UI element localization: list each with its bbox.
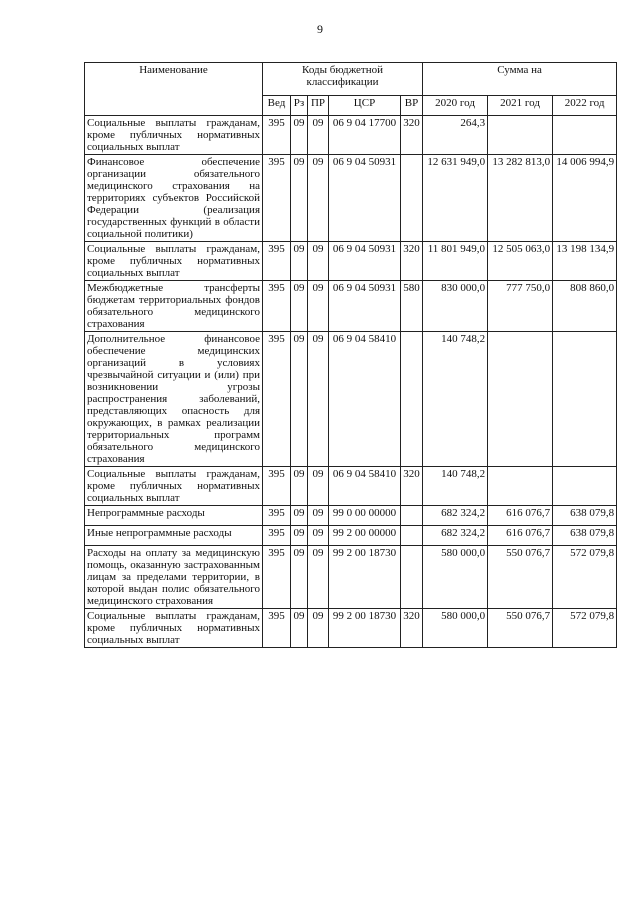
row-ved: 395: [263, 281, 291, 332]
row-name: Социальные выплаты гражданам, кроме публичных нормативных социальных выплат: [85, 242, 263, 281]
row-csr: 99 0 00 00000: [329, 506, 401, 526]
row-2021: 550 076,7: [488, 609, 553, 648]
row-2020: 682 324,2: [423, 506, 488, 526]
row-2020: 264,3: [423, 116, 488, 155]
row-2020: 140 748,2: [423, 332, 488, 467]
table-row: [85, 281, 617, 332]
header-2021: 2021 год: [488, 96, 553, 116]
row-name: Дополнительное финансовое обеспечение медицинских организаций в условиях чрезвычайной ситуации и (или) при возникновении угрозы распространения заболеваний, представляющих опасность для окружающих, в рамках реализации территориальных программ обязательного медицинского страхования: [85, 332, 263, 467]
row-2022: [553, 332, 617, 467]
row-2022: 13 198 134,9: [553, 242, 617, 281]
row-rz: 09: [291, 506, 308, 526]
table-row: [85, 467, 617, 506]
row-ved: 395: [263, 116, 291, 155]
header-2020: 2020 год: [423, 96, 488, 116]
row-ved: 395: [263, 546, 291, 609]
row-vr: [401, 155, 423, 242]
row-rz: 09: [291, 609, 308, 648]
row-2022: 638 079,8: [553, 506, 617, 526]
row-pr: 09: [308, 546, 329, 609]
row-vr: 320: [401, 467, 423, 506]
row-csr: 06 9 04 58410: [329, 467, 401, 506]
row-name: Социальные выплаты гражданам, кроме публичных нормативных социальных выплат: [85, 467, 263, 506]
row-rz: 09: [291, 281, 308, 332]
header-name: Наименование: [85, 63, 263, 116]
row-vr: 320: [401, 242, 423, 281]
row-csr: 06 9 04 17700: [329, 116, 401, 155]
row-csr: 99 2 00 18730: [329, 546, 401, 609]
row-rz: 09: [291, 332, 308, 467]
table-row: [85, 332, 617, 467]
row-2020: 11 801 949,0: [423, 242, 488, 281]
row-vr: [401, 332, 423, 467]
row-rz: 09: [291, 467, 308, 506]
row-ved: 395: [263, 506, 291, 526]
row-pr: 09: [308, 281, 329, 332]
row-pr: 09: [308, 155, 329, 242]
row-vr: [401, 506, 423, 526]
table-row: [85, 116, 617, 155]
table-row: [85, 546, 617, 609]
row-csr: 99 2 00 18730: [329, 609, 401, 648]
row-vr: [401, 546, 423, 609]
row-csr: 99 2 00 00000: [329, 526, 401, 546]
row-ved: 395: [263, 242, 291, 281]
row-pr: 09: [308, 609, 329, 648]
row-2021: 616 076,7: [488, 526, 553, 546]
row-csr: 06 9 04 50931: [329, 281, 401, 332]
row-rz: 09: [291, 526, 308, 546]
row-ved: 395: [263, 467, 291, 506]
header-2022: 2022 год: [553, 96, 617, 116]
table-row: [85, 155, 617, 242]
row-vr: 580: [401, 281, 423, 332]
budget-table: [84, 62, 617, 648]
row-name: Межбюджетные трансферты бюджетам территориальных фондов обязательного медицинского страхования: [85, 281, 263, 332]
row-2022: 808 860,0: [553, 281, 617, 332]
row-vr: 320: [401, 609, 423, 648]
row-2021: 550 076,7: [488, 546, 553, 609]
row-vr: 320: [401, 116, 423, 155]
row-2022: [553, 116, 617, 155]
row-2020: 580 000,0: [423, 546, 488, 609]
row-rz: 09: [291, 155, 308, 242]
table-row: [85, 242, 617, 281]
row-2021: 13 282 813,0: [488, 155, 553, 242]
row-2021: 616 076,7: [488, 506, 553, 526]
row-rz: 09: [291, 242, 308, 281]
row-pr: 09: [308, 332, 329, 467]
row-pr: 09: [308, 526, 329, 546]
header-csr: ЦСР: [329, 96, 401, 116]
row-name: Социальные выплаты гражданам, кроме публичных нормативных социальных выплат: [85, 609, 263, 648]
row-ved: 395: [263, 609, 291, 648]
row-pr: 09: [308, 506, 329, 526]
row-2022: 638 079,8: [553, 526, 617, 546]
row-ved: 395: [263, 155, 291, 242]
row-ved: 395: [263, 526, 291, 546]
header-codes: Коды бюджетной классификации: [263, 63, 423, 96]
row-pr: 09: [308, 116, 329, 155]
row-2021: [488, 332, 553, 467]
row-2022: 572 079,8: [553, 609, 617, 648]
row-2021: 777 750,0: [488, 281, 553, 332]
row-2022: 14 006 994,9: [553, 155, 617, 242]
row-csr: 06 9 04 50931: [329, 155, 401, 242]
row-2020: 140 748,2: [423, 467, 488, 506]
row-csr: 06 9 04 50931: [329, 242, 401, 281]
row-2022: [553, 467, 617, 506]
header-pr: ПР: [308, 96, 329, 116]
table-row: [85, 526, 617, 546]
row-2022: 572 079,8: [553, 546, 617, 609]
table-row: [85, 506, 617, 526]
header-vr: ВР: [401, 96, 423, 116]
header-ved: Вед: [263, 96, 291, 116]
row-pr: 09: [308, 242, 329, 281]
row-2020: 830 000,0: [423, 281, 488, 332]
header-sum: Сумма на: [423, 63, 617, 96]
header-rz: Рз: [291, 96, 308, 116]
row-2021: 12 505 063,0: [488, 242, 553, 281]
row-vr: [401, 526, 423, 546]
row-2021: [488, 116, 553, 155]
row-name: Социальные выплаты гражданам, кроме публичных нормативных социальных выплат: [85, 116, 263, 155]
page-number: 9: [317, 22, 323, 36]
row-2020: 12 631 949,0: [423, 155, 488, 242]
row-name: Непрограммные расходы: [85, 506, 263, 526]
row-csr: 06 9 04 58410: [329, 332, 401, 467]
row-pr: 09: [308, 467, 329, 506]
row-2020: 580 000,0: [423, 609, 488, 648]
row-name: Финансовое обеспечение организации обязательного медицинского страхования на территориях субъектов Российской Федерации (реализация государственных функций в области социальной политики): [85, 155, 263, 242]
row-rz: 09: [291, 116, 308, 155]
row-name: Расходы на оплату за медицинскую помощь, оказанную застрахованным лицам за пределами территории, в которой выдан полис обязательного медицинского страхования: [85, 546, 263, 609]
row-2021: [488, 467, 553, 506]
row-2020: 682 324,2: [423, 526, 488, 546]
row-ved: 395: [263, 332, 291, 467]
row-rz: 09: [291, 546, 308, 609]
table-row: [85, 609, 617, 648]
row-name: Иные непрограммные расходы: [85, 526, 263, 546]
